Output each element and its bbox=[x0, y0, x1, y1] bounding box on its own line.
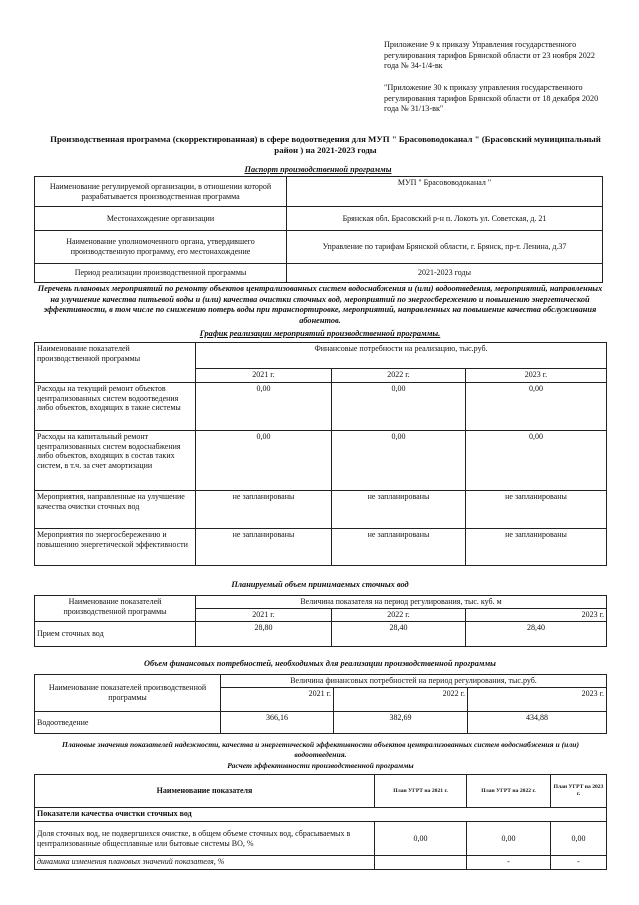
efficiency-calc-heading: Расчет эффективности производственной программы bbox=[227, 761, 414, 770]
col-year-2023: 2023 г. bbox=[466, 609, 607, 622]
col-plan-2022: План УГРТ на 2022 г. bbox=[467, 775, 551, 808]
measures-table bbox=[34, 342, 607, 566]
appendix-9-note: Приложение 9 к приказу Управления государственного регулирования тарифов Брянской области от 23 ноября 2022 года № 34-1/4-вк bbox=[384, 40, 595, 70]
schedule-heading: График реализации мероприятий производственной программы. bbox=[199, 329, 441, 338]
passport-label: Наименование уполномоченного органа, утвердившего производственную программу, его местонахождение bbox=[35, 231, 287, 264]
passport-value: 2021-2023 годы bbox=[287, 264, 603, 283]
dynamics-label: динамика изменения плановых значений показателя, % bbox=[35, 856, 375, 870]
cell-value: не запланированы bbox=[332, 491, 466, 529]
row-label: Мероприятия по энергосбережению и повышению энергетической эффективности bbox=[35, 529, 196, 566]
passport-label: Местонахождение организации bbox=[35, 207, 287, 231]
col-year-2023: 2023 г. bbox=[466, 369, 607, 383]
table-row bbox=[35, 431, 607, 491]
col-year-2022: 2022 г. bbox=[334, 688, 468, 712]
passport-value: Брянская обл. Брасовский р-н п. Локоть ул. Советская, д. 21 bbox=[287, 207, 603, 231]
row-label: Расходы на текущий ремонт объектов централизованных систем водоотведения либо объектов, входящих в такие системы bbox=[35, 383, 196, 431]
table-row bbox=[35, 343, 607, 369]
cell-value: 28,40 bbox=[332, 621, 466, 646]
cell-value: 366,16 bbox=[221, 712, 334, 734]
col-header-name: Наименование показателей производственной программы bbox=[35, 596, 196, 622]
col-header-val: Величина показателя на период регулирования, тыс. куб. м bbox=[196, 596, 607, 609]
row-label: Расходы на капитальный ремонт централизованных систем водоснабжения либо объектов, входящих в состав таких систем, в т.ч. за счет амортизации bbox=[35, 431, 196, 491]
finance-table bbox=[34, 674, 607, 734]
appendix-30-note: "Приложение 30 к приказу управления государственного регулирования тарифов Брянской области от 18 декабря 2020 года № 31/13-вк" bbox=[384, 83, 599, 113]
volume-heading: Планируемый объем принимаемых сточных вод bbox=[231, 580, 409, 589]
row-label: Водоотведение bbox=[35, 712, 221, 734]
passport-heading: Паспорт производственной программы bbox=[244, 165, 392, 174]
col-header-name: Наименование показателя bbox=[35, 775, 375, 808]
table-row bbox=[35, 383, 607, 431]
cell-value: 0,00 bbox=[332, 431, 466, 491]
passport-value: МУП " Брасововодоканал " bbox=[287, 177, 603, 207]
row-label: Доля сточных вод, не подвергшихся очистке, в общем объеме сточных вод, сбрасываемых в централизованные общесплавные или бытовые системы ВО, % bbox=[35, 822, 375, 856]
efficiency-table bbox=[34, 774, 607, 870]
table-row bbox=[35, 491, 607, 529]
col-header-val: Величина финансовых потребностей на период регулирования, тыс.руб. bbox=[221, 675, 607, 688]
table-row bbox=[35, 621, 607, 646]
passport-label: Наименование регулируемой организации, в отношении которой разрабатывается производственная программа bbox=[35, 177, 287, 207]
cell-value: 382,69 bbox=[334, 712, 468, 734]
col-year-2021: 2021 г. bbox=[196, 369, 332, 383]
cell-value: 0,00 bbox=[551, 822, 607, 856]
table-row bbox=[35, 775, 607, 808]
table-row bbox=[35, 822, 607, 856]
table-row bbox=[35, 808, 607, 822]
cell-value: 28,80 bbox=[196, 621, 332, 646]
table-row bbox=[35, 207, 603, 231]
col-header-fin: Финансовые потребности на реализацию, тыс.руб. bbox=[196, 343, 607, 369]
col-year-2022: 2022 г. bbox=[332, 369, 466, 383]
col-plan-2023: План УГРТ на 2023 г. bbox=[551, 775, 607, 808]
table-row bbox=[35, 712, 607, 734]
passport-value: Управление по тарифам Брянской области, г. Брянск, пр-т. Ленина, д.37 bbox=[287, 231, 603, 264]
col-year-2023: 2023 г. bbox=[468, 688, 607, 712]
page-title: Производственная программа (скорректированная) в сфере водоотведения для МУП " Брасововодоканал " (Брасовский муниципальный район ) на 2021-2023 годы bbox=[50, 134, 601, 155]
row-label: Мероприятия, направленные на улучшение качества очистки сточных вод bbox=[35, 491, 196, 529]
cell-value: не запланированы bbox=[196, 491, 332, 529]
passport-table bbox=[34, 176, 603, 283]
table-row bbox=[35, 231, 603, 264]
cell-value: 28,40 bbox=[466, 621, 607, 646]
col-plan-2021: План УГРТ на 2021 г. bbox=[375, 775, 467, 808]
cell-value: 0,00 bbox=[466, 431, 607, 491]
passport-label: Период реализации производственной программы bbox=[35, 264, 287, 283]
cell-value: не запланированы bbox=[196, 529, 332, 566]
table-row bbox=[35, 675, 607, 688]
row-label: Прием сточных вод bbox=[35, 621, 196, 646]
cell-value: не запланированы bbox=[466, 491, 607, 529]
col-header-name: Наименование показателей производственной программы bbox=[35, 343, 196, 383]
cell-value: 434,88 bbox=[468, 712, 607, 734]
volume-table bbox=[34, 595, 607, 647]
table-row bbox=[35, 856, 607, 870]
cell-value: 0,00 bbox=[375, 822, 467, 856]
section-label: Показатели качества очистки сточных вод bbox=[35, 808, 607, 822]
cell-value: 0,00 bbox=[466, 383, 607, 431]
measures-heading: Перечень плановых мероприятий по ремонту объектов централизованных систем водоснабжения и (или) водоотведения, мероприятий, направленных на улучшение качества питьевой воды и (или) качества очистки сточных вод, мероприятий по энергосбережению и повышению энергетической эффективности, в том числе по снижению потерь воды при транспортировке, мероприятий, направленных на повышение качества обслуживания абонентов. bbox=[37, 284, 603, 325]
cell-value: 0,00 bbox=[196, 383, 332, 431]
cell-value: не запланированы bbox=[332, 529, 466, 566]
col-year-2021: 2021 г. bbox=[221, 688, 334, 712]
cell-value: 0,00 bbox=[332, 383, 466, 431]
cell-value: 0,00 bbox=[467, 822, 551, 856]
table-row bbox=[35, 177, 603, 207]
efficiency-heading: Плановые значения показателей надежности, качества и энергетической эффективности объектов централизованных систем водоснабжения и (или) водоотведения. bbox=[62, 740, 579, 759]
col-year-2021: 2021 г. bbox=[196, 609, 332, 622]
cell-value: 0,00 bbox=[196, 431, 332, 491]
col-header-name: Наименование показателей производственной программы bbox=[35, 675, 221, 712]
table-row bbox=[35, 529, 607, 566]
table-row bbox=[35, 264, 603, 283]
table-row bbox=[35, 596, 607, 609]
cell-value: - bbox=[467, 856, 551, 870]
cell-value bbox=[375, 856, 467, 870]
finance-heading: Объем финансовых потребностей, необходимых для реализации производственной программы bbox=[144, 659, 496, 668]
col-year-2022: 2022 г. bbox=[332, 609, 466, 622]
cell-value: - bbox=[551, 856, 607, 870]
cell-value: не запланированы bbox=[466, 529, 607, 566]
